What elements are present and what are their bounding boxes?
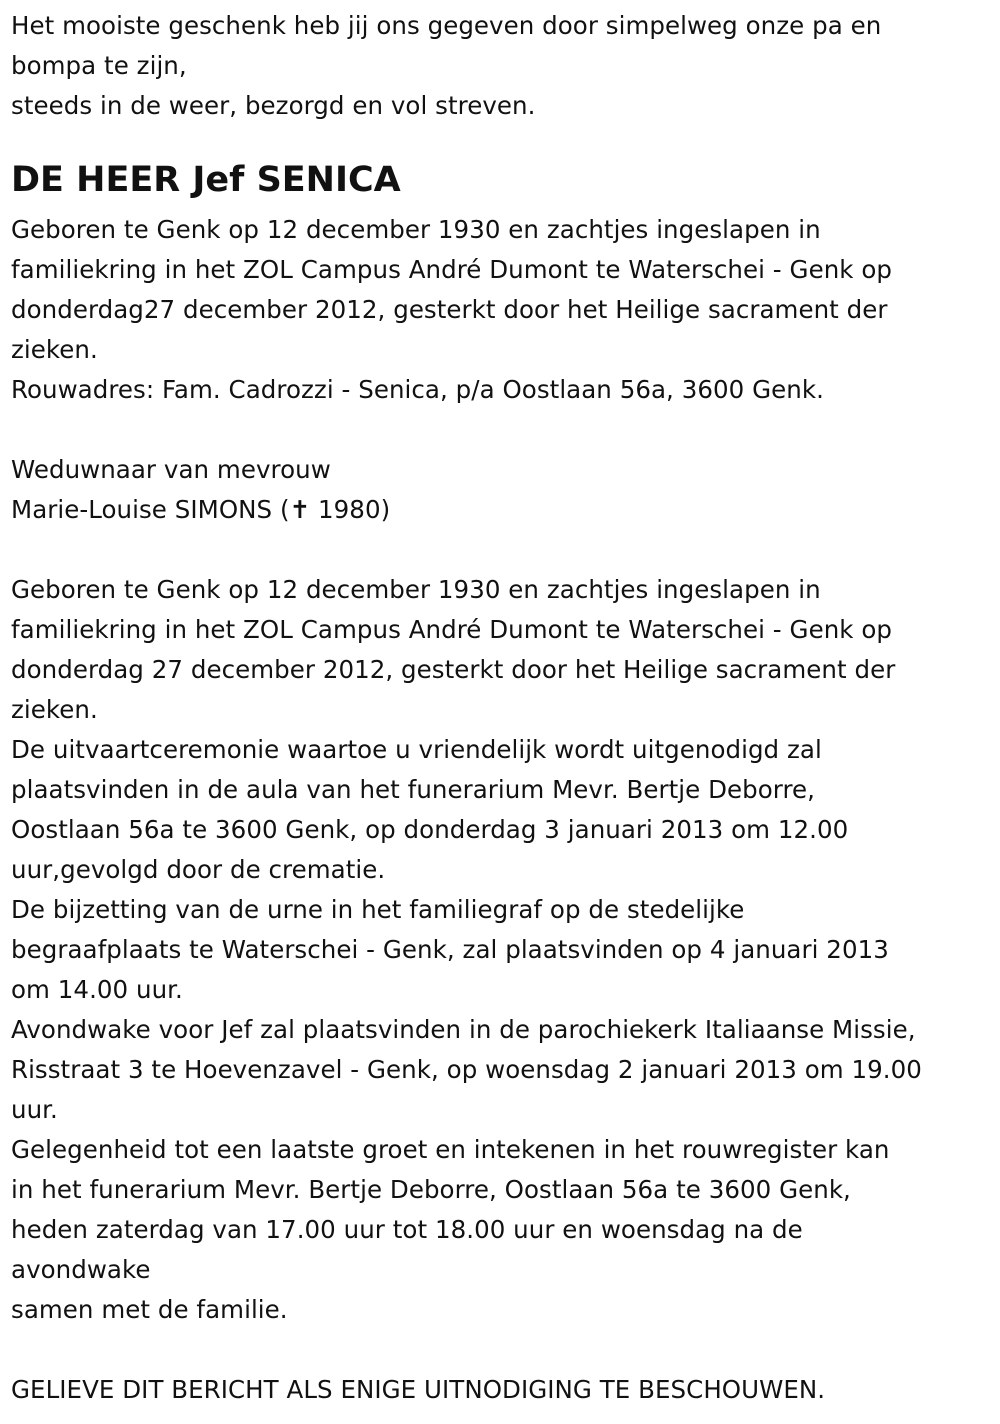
paragraph-line: begraafplaats te Waterschei - Genk, zal plaatsvinden op 4 januari 2013 (11, 935, 889, 964)
obituary-document (11, 6, 991, 1410)
birth-death-paragraph (11, 210, 991, 410)
spouse-name: Marie-Louise SIMONS ( (11, 495, 290, 524)
paragraph-line: Geboren te Genk op 12 december 1930 en zachtjes ingeslapen in (11, 575, 821, 604)
spacer (11, 530, 991, 570)
cross-icon: ✝ (289, 495, 311, 524)
intro-line: steeds in de weer, bezorgd en vol streven. (11, 91, 536, 120)
paragraph-line: Gelegenheid tot een laatste groet en intekenen in het rouwregister kan (11, 1135, 890, 1164)
mourning-address: Rouwadres: Fam. Cadrozzi - Senica, p/a Oostlaan 56a, 3600 Genk. (11, 375, 824, 404)
paragraph-line: Oostlaan 56a te 3600 Genk, op donderdag 3 januari 2013 om 12.00 (11, 815, 849, 844)
paragraph-line: Geboren te Genk op 12 december 1930 en zachtjes ingeslapen in (11, 215, 821, 244)
paragraph-line: avondwake (11, 1255, 151, 1284)
paragraph-line: samen met de familie. (11, 1295, 288, 1324)
paragraph-line: om 14.00 uur. (11, 975, 183, 1004)
paragraph-line: familiekring in het ZOL Campus André Dumont te Waterschei - Genk op (11, 255, 892, 284)
spacer (11, 410, 991, 450)
closing-notice: GELIEVE DIT BERICHT ALS ENIGE UITNODIGING TE BESCHOUWEN. (11, 1375, 826, 1404)
spouse-death-year: 1980) (310, 495, 391, 524)
paragraph-line: donderdag 27 december 2012, gesterkt door het Heilige sacrament der (11, 655, 896, 684)
paragraph-line: De bijzetting van de urne in het familiegraf op de stedelijke (11, 895, 745, 924)
paragraph-line: uur. (11, 1095, 58, 1124)
paragraph-line: zieken. (11, 695, 98, 724)
paragraph-line: donderdag27 december 2012, gesterkt door het Heilige sacrament der (11, 295, 888, 324)
spacer (11, 1330, 991, 1370)
paragraph-line: familiekring in het ZOL Campus André Dumont te Waterschei - Genk op (11, 615, 892, 644)
paragraph-line: zieken. (11, 335, 98, 364)
paragraph-line: plaatsvinden in de aula van het funerarium Mevr. Bertje Deborre, (11, 775, 815, 804)
ceremony-details (11, 570, 991, 1330)
paragraph-line: Avondwake voor Jef zal plaatsvinden in de parochiekerk Italiaanse Missie, (11, 1015, 916, 1044)
intro-line: Het mooiste geschenk heb jij ons gegeven door simpelweg onze pa en (11, 11, 882, 40)
deceased-title: DE HEER Jef SENICA (11, 160, 401, 200)
paragraph-line: heden zaterdag van 17.00 uur tot 18.00 uur en woensdag na de (11, 1215, 803, 1244)
spouse-section (11, 450, 991, 530)
intro-poem (11, 6, 991, 126)
paragraph-line: uur,gevolgd door de crematie. (11, 855, 386, 884)
spouse-name-line (11, 490, 991, 530)
paragraph-line: in het funerarium Mevr. Bertje Deborre, Oostlaan 56a te 3600 Genk, (11, 1175, 851, 1204)
intro-line: bompa te zijn, (11, 51, 187, 80)
spouse-intro: Weduwnaar van mevrouw (11, 455, 331, 484)
paragraph-line: Risstraat 3 te Hoevenzavel - Genk, op woensdag 2 januari 2013 om 19.00 (11, 1055, 922, 1084)
paragraph-line: De uitvaartceremonie waartoe u vriendelijk wordt uitgenodigd zal (11, 735, 822, 764)
